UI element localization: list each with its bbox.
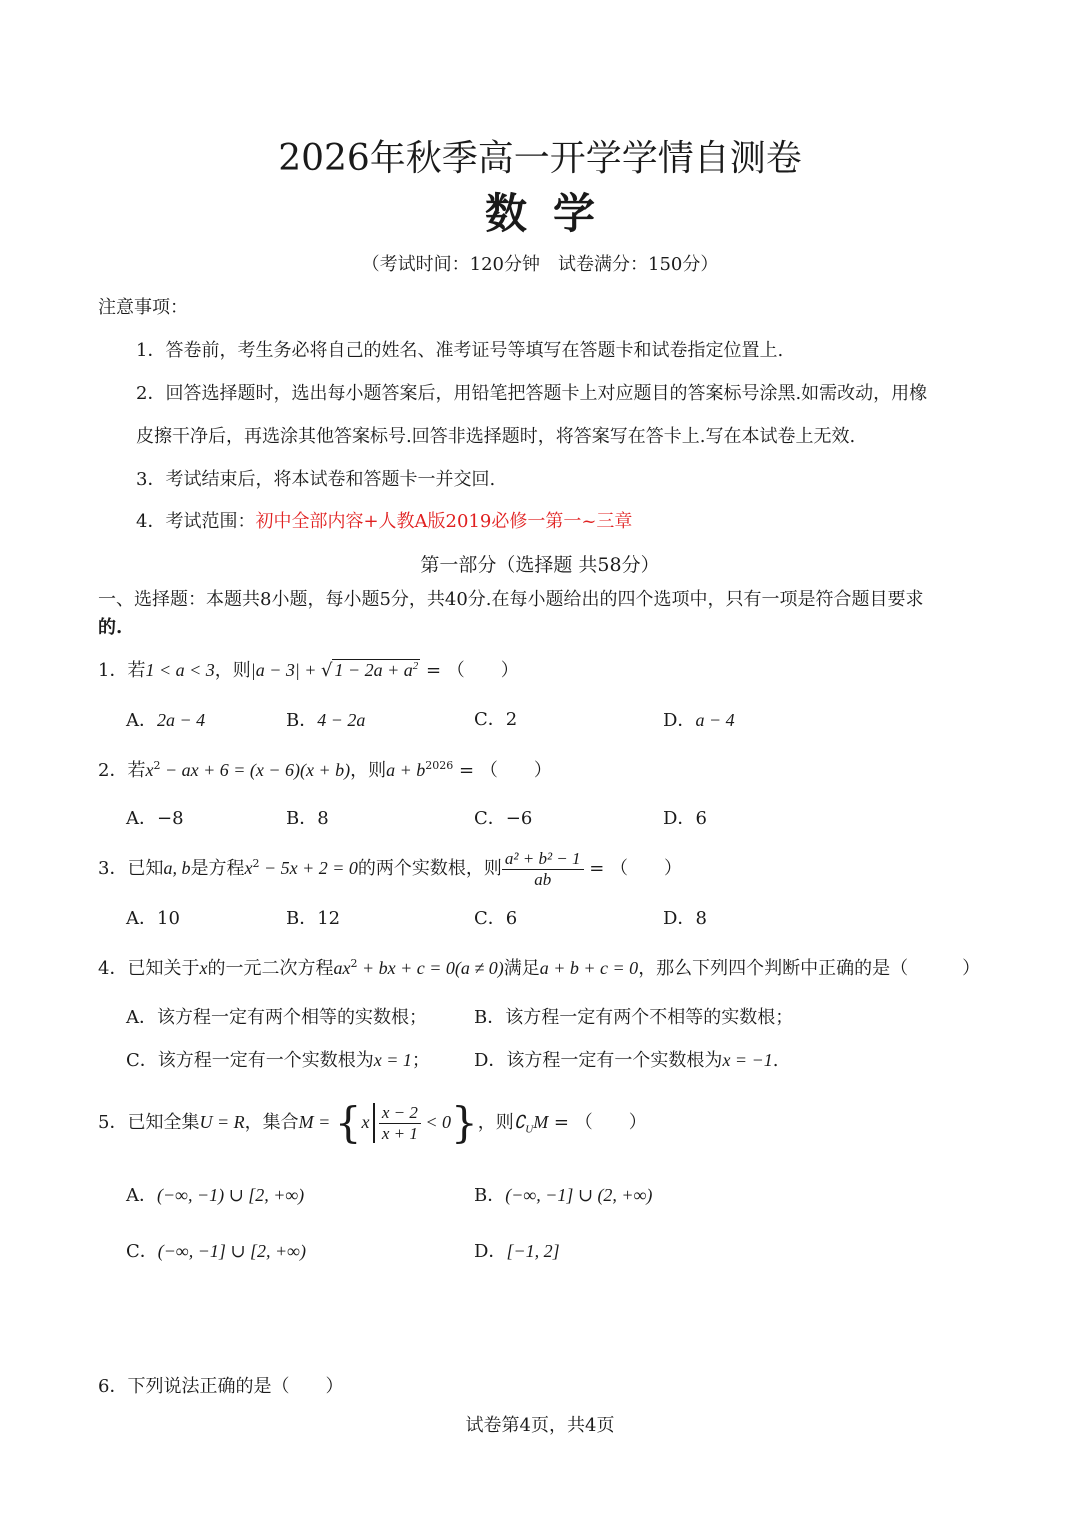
notice-item-4-prefix: 4．考试范围： [136, 511, 256, 532]
exam-title: 2026年秋季高一开学学情自测卷 [278, 138, 802, 179]
q2-option-a: A．−8 [126, 808, 184, 829]
q3-option-c: C．6 [474, 908, 518, 929]
question-3: 3．已知a, b是方程$x^2 - 5x + 2 = 0$的两个实数根，则 $\frac{\text{a² + b² − 1}}{ab}$ = （ ） [98, 848, 683, 889]
q3-option-a: A．10 [126, 908, 180, 929]
q4-option-a: A．该方程一定有两个相等的实数根； [126, 1007, 427, 1028]
q4-option-b: B．该方程一定有两个不相等的实数根； [474, 1007, 794, 1028]
section-heading-line2: 的. [98, 617, 123, 638]
q1-option-c: C．2 [474, 709, 518, 730]
notice-item-3: 3．考试结束后，将本试卷和答题卡一并交回. [136, 469, 496, 490]
exam-info: （考试时间：120分钟 试卷满分：150分） [361, 254, 719, 275]
notice-item-4 [136, 509, 632, 535]
q5-option-d: D．[−1, 2] [474, 1241, 560, 1262]
question-1: 1．若1 < a < 3，则|a − 3| + √ $1 - 2a + a^2$ = （ ） [98, 660, 519, 681]
q4-option-c: C．该方程一定有一个实数根为x = 1； [126, 1050, 430, 1071]
question-2: 2．若$x^2$ − ax + 6 = (x − 6)(x + b)，则$a + b^{2026}$ = （ ） [98, 759, 552, 781]
q1-option-b: B．4 − 2a [286, 710, 366, 731]
q5-option-a: A．(−∞, −1) ∪ [2, +∞) [126, 1185, 305, 1206]
subject-title: 数学 [484, 189, 621, 238]
q3-option-d: D．8 [663, 908, 707, 929]
question-6: 6．下列说法正确的是（ ） [98, 1376, 344, 1397]
q1-option-d: D．a − 4 [663, 710, 735, 731]
q5-option-c: C．(−∞, −1] ∪ [2, +∞) [126, 1241, 306, 1262]
question-4: 4．已知关于x的一元二次方程$ax^2$ + bx + c = 0(a ≠ 0)满足a + b + c = 0，那么下列四个判断中正确的是（ ） [98, 957, 981, 979]
part1-title: 第一部分（选择题 共58分） [420, 554, 660, 576]
page-footer: 试卷第4页，共4页 [465, 1415, 615, 1436]
notice-heading: 注意事项： [98, 297, 188, 318]
notice-item-2-cont: 皮擦干净后，再选涂其他答案标号.回答非选择题时，将答案写在答卡上.写在本试卷上无效. [136, 426, 856, 447]
notice-item-2: 2．回答选择题时，选出每小题答案后，用铅笔把答题卡上对应题目的答案标号涂黑.如需改动，用橡 [136, 383, 928, 404]
section-heading-line1: 一、选择题：本题共8小题，每小题5分，共40分.在每小题给出的四个选项中，只有一项是符合题目要求 [98, 589, 924, 610]
q2-option-b: B．8 [286, 808, 329, 829]
q3-option-b: B．12 [286, 908, 341, 929]
q5-option-b: B．(−∞, −1] ∪ (2, +∞) [474, 1185, 653, 1206]
q2-option-c: C．−6 [474, 808, 533, 829]
q1-option-a: A．2a − 4 [126, 710, 206, 731]
exam-scope: 初中全部内容+人教A版2019必修一第一~三章 [255, 511, 633, 532]
notice-item-1: 1．答卷前，考生务必将自己的姓名、准考证号等填写在答题卡和试卷指定位置上. [136, 340, 784, 361]
question-5: 5．已知全集U = R，集合M = {x $\frac{x - 2}{x + 1}$ < 0}，则$∁_UM$ = （ ） [98, 1098, 647, 1147]
q2-option-d: D．6 [663, 808, 707, 829]
q4-option-d: D．该方程一定有一个实数根为x = −1. [474, 1050, 779, 1071]
